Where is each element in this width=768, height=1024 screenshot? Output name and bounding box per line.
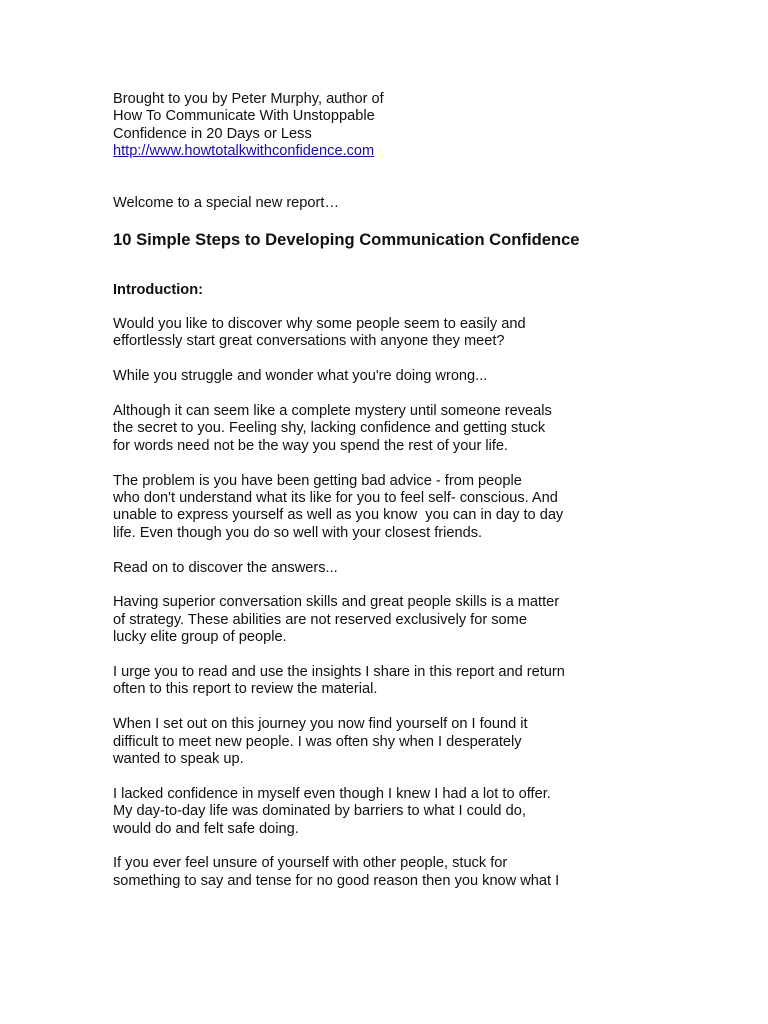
paragraph-9 [113,786,613,838]
paragraph-line: Would you like to discover why some people seem to easily and [113,316,526,333]
paragraph-line: When I set out on this journey you now find yourself on I found it [113,716,528,733]
paragraph-line: often to this report to review the material. [113,681,378,698]
author-credit [113,91,613,161]
website-link[interactable]: http://www.howtotalkwithconfidence.com [113,143,375,160]
paragraph-line: My day-to-day life was dominated by barriers to what I could do, [113,803,526,820]
paragraph-line: for words need not be the way you spend the rest of your life. [113,437,509,454]
paragraph-line: life. Even though you do so well with your closest friends. [113,524,483,541]
paragraph-line: While you struggle and wonder what you're doing wrong... [113,368,488,385]
paragraph-5 [113,560,613,577]
paragraph-2 [113,368,613,385]
paragraph-6 [113,594,613,646]
paragraph-line: would do and felt safe doing. [113,820,299,837]
introduction-heading: Introduction: [113,281,203,298]
paragraph-line: The problem is you have been getting bad advice - from people [113,472,522,489]
paragraph-line: unable to express yourself as well as you know you can in day to day [113,507,564,524]
paragraph-line: effortlessly start great conversations with anyone they meet? [113,333,505,350]
paragraph-line: the secret to you. Feeling shy, lacking confidence and getting stuck [113,420,546,437]
credit-line: Confidence in 20 Days or Less [113,125,312,142]
paragraph-line: Having superior conversation skills and great people skills is a matter [113,594,560,611]
welcome-text: Welcome to a special new report… [113,195,340,212]
paragraph-line: who don't understand what its like for you to feel self- conscious. And [113,490,558,507]
paragraph-8 [113,716,613,768]
document-content [113,91,613,908]
paragraph-7 [113,664,613,699]
paragraph-10 [113,855,613,890]
report-title: 10 Simple Steps to Developing Communication Confidence [113,229,580,249]
paragraph-line: Although it can seem like a complete mystery until someone reveals [113,403,552,420]
paragraph-line: I urge you to read and use the insights I share in this report and return [113,664,565,681]
paragraph-1 [113,316,613,351]
paragraph-3 [113,403,613,455]
paragraph-4 [113,473,613,543]
paragraph-line: difficult to meet new people. I was often shy when I desperately [113,733,522,750]
credit-line: Brought to you by Peter Murphy, author of [113,91,384,107]
paragraph-line: lucky elite group of people. [113,629,287,646]
paragraph-line: of strategy. These abilities are not reserved exclusively for some [113,611,527,628]
credit-line: How To Communicate With Unstoppable [113,108,375,125]
paragraph-line: If you ever feel unsure of yourself with other people, stuck for [113,855,508,872]
paragraph-line: something to say and tense for no good reason then you know what I [113,872,560,889]
paragraph-line: wanted to speak up. [113,751,244,768]
paragraph-line: Read on to discover the answers... [113,559,338,576]
paragraph-line: I lacked confidence in myself even though I knew I had a lot to offer. [113,785,551,802]
